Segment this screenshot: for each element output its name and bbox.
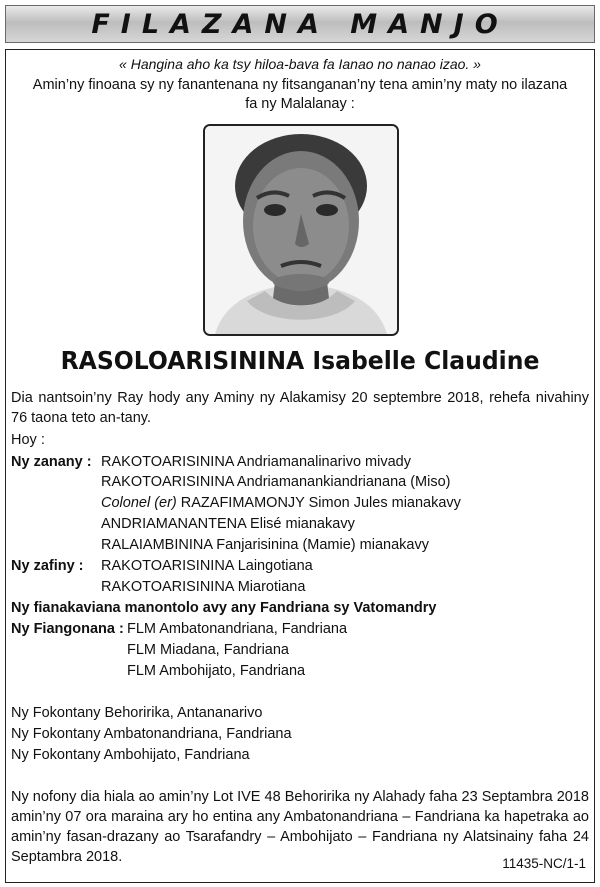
scripture-quote: « Hangina aho ka tsy hiloa-bava fa Ianao no nanao izao. » bbox=[119, 56, 481, 72]
intro-text: Amin’ny finoana sy ny fanantenana ny fitsanganan’ny tena amin’ny maty no ilazana fa ny Malalanay : bbox=[32, 77, 568, 112]
churches-label: Ny Fiangonana : bbox=[11, 621, 124, 637]
child-name-text: RAZAFIMAMONJY Simon Jules mianakavy bbox=[180, 495, 461, 511]
children-label: Ny zanany : bbox=[11, 454, 92, 470]
fokontany-item: Ny Fokontany Behoririka, Antananarivo bbox=[11, 705, 263, 721]
deceased-name: RASOLOARISININA Isabelle Claudine bbox=[60, 346, 540, 375]
child-name: ANDRIAMANANTENA Elisé mianakavy bbox=[101, 516, 355, 532]
funeral-info: Ny nofony dia hiala ao amin’ny Lot IVE 48 Behoririka ny Alahady faha 23 Septambra 2018 amin’ny 07 ora maraina ary ho entina any Ambatonandriana – Fandriana ka hapetraka ao amin’ny fasan-drazany ao Tsarafandry – Ambohijato – Fandriana ny Alatsinainy faha 24 Septambra 2018. bbox=[11, 789, 589, 865]
church-name: FLM Ambohijato, Fandriana bbox=[127, 663, 306, 679]
extended-family: Ny fianakaviana manontolo avy any Fandriana sy Vatomandry bbox=[11, 600, 437, 616]
child-name: RAKOTOARISININA Andriamanalinarivo mivady bbox=[101, 454, 411, 470]
church-name: FLM Ambatonandriana, Fandriana bbox=[127, 621, 348, 637]
church-name: FLM Miadana, Fandriana bbox=[127, 642, 289, 658]
child-name: RAKOTOARISININA Andriamanankiandrianana (Miso) bbox=[101, 474, 451, 490]
fokontany-item: Ny Fokontany Ambohijato, Fandriana bbox=[11, 747, 250, 763]
child-name bbox=[101, 493, 461, 513]
header-banner bbox=[5, 5, 595, 43]
fokontany-item: Ny Fokontany Ambatonandriana, Fandriana bbox=[11, 726, 292, 742]
reference-code: 11435-NC/1-1 bbox=[502, 856, 586, 871]
header-title: FILAZANA MANJO bbox=[91, 8, 509, 40]
child-name: RALAIAMBININA Fanjarisinina (Mamie) mianakavy bbox=[101, 537, 429, 553]
grandchild-name: RAKOTOARISININA Miarotiana bbox=[101, 579, 306, 595]
grandchildren-label: Ny zafiny : bbox=[11, 558, 84, 574]
portrait-image bbox=[205, 126, 397, 334]
hoy-label: Hoy : bbox=[11, 432, 45, 448]
death-announcement: Dia nantsoin’ny Ray hody any Aminy ny Alakamisy 20 septembre 2018, rehefa nivahiny 76 taona teto an-tany. bbox=[11, 390, 589, 426]
portrait-photo bbox=[203, 124, 399, 336]
colonel-prefix: Colonel (er) bbox=[101, 495, 177, 511]
grandchild-name: RAKOTOARISININA Laingotiana bbox=[101, 558, 313, 574]
